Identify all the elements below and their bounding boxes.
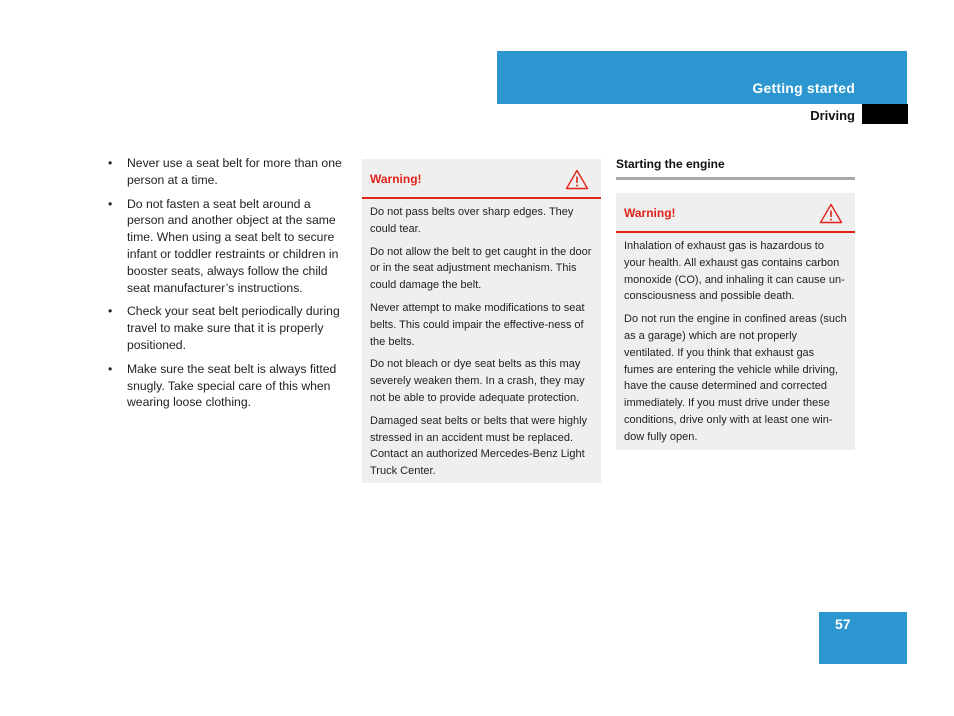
warning-paragraph: Do not bleach or dye seat belts as this may severely weaken them. In a crash, they may not be able to provide adequate protection. [370,358,585,404]
section-header-band [497,51,907,104]
warning-paragraph: Do not run the engine in confined areas (such as a garage) which are not properly ventilated. If you think that exhaust gas fumes are entering the vehicle while driving, have the cause determined and corrected immediately. If you must drive under these conditions, drive only with at least one win-dow fully open. [624,313,847,443]
seat-belt-instructions [108,155,348,418]
warning-label: Warning! [370,172,422,186]
warning-paragraph: Inhalation of exhaust gas is hazardous to your health. All exhaust gas contains carbon monoxide (CO), and inhaling it can cause un-consciousness and possible death. [624,240,845,303]
warning-paragraph: Never attempt to make modifications to seat belts. This could impair the effective-ness of the belts. [370,301,585,348]
warning-paragraph: Do not allow the belt to get caught in the door or in the seat adjustment mechanism. This could damage the belt. [370,245,592,292]
list-item [108,303,348,353]
starting-engine-heading: Starting the engine [616,157,855,180]
list-item [108,196,348,297]
bullet-icon: • [108,304,113,319]
warning-paragraph: Do not pass belts over sharp edges. They could tear. [370,206,574,235]
list-item-text: Make sure the seat belt is always fitted snugly. Take special care of this when wearing loose clothing. [127,361,337,410]
subsection-title: Driving [810,108,855,123]
warning-body [362,199,601,486]
warning-triangle-icon [819,203,843,224]
warning-triangle-icon [565,169,589,190]
warning-box-seat-belts [362,159,601,483]
warning-header [362,159,601,199]
list-item-text: Do not fasten a seat belt around a person and another object at the same time. When using a seat belt to secure infant or toddler restraints or children in booster seats, always follow the child seat manufacturer’s instructions. [127,196,339,295]
warning-header [616,193,855,233]
bullet-list [108,155,348,411]
page-number: 57 [835,616,851,632]
list-item [108,155,348,189]
list-item-text: Check your seat belt periodically during travel to make sure that it is properly positioned. [127,304,340,352]
bullet-icon: • [108,196,113,211]
section-title: Getting started [752,80,855,96]
warning-box-exhaust [616,193,855,450]
warning-paragraph: Damaged seat belts or belts that were highly stressed in an accident must be replaced. Contact an authorized Mercedes-Benz Light Truck Center. [370,414,588,478]
warning-body [616,233,855,452]
page-number-box [819,612,907,664]
subsection-tab-marker [862,104,908,124]
list-item [108,361,348,411]
list-item-text: Never use a seat belt for more than one person at a time. [127,156,342,187]
bullet-icon: • [108,156,113,170]
warning-label: Warning! [624,206,676,220]
bullet-icon: • [108,361,113,376]
